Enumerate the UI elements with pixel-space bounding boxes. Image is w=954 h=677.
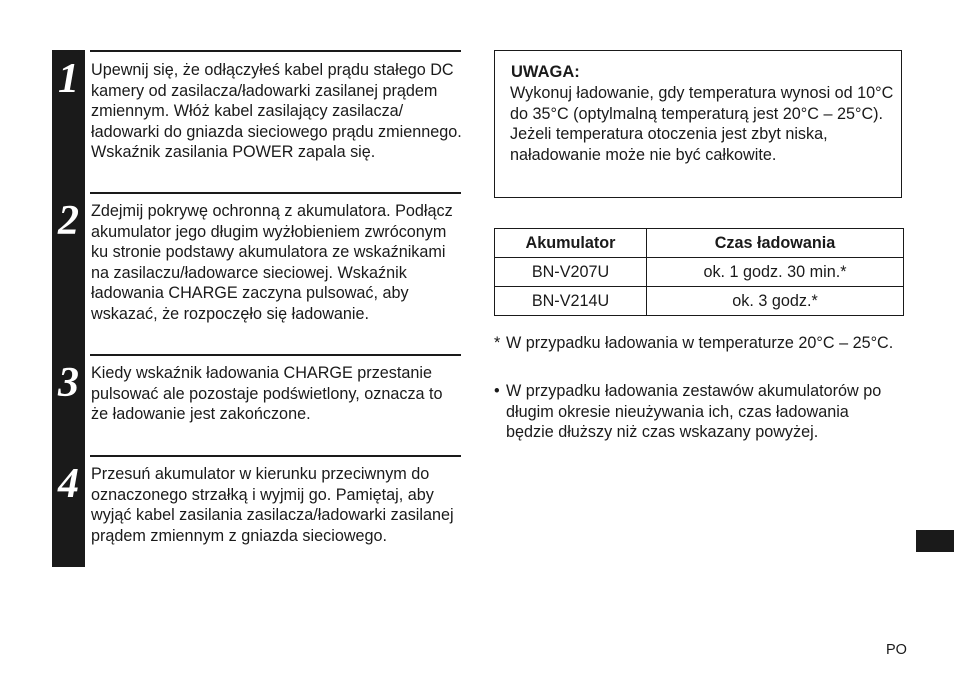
step-1-number: 1	[58, 56, 79, 102]
footnote-text: W przypadku ładowania w temperaturze 20°C – 25°C.	[506, 334, 894, 352]
note-text: Wykonuj ładowanie, gdy temperatura wynosi od 10°C do 35°C (optylmalną temperaturą jest 20°C – 25°C). Jeżeli temperatura otoczenia jest zbyt niska, naładowanie może nie być całkowite.	[510, 84, 894, 164]
step-4-divider	[90, 455, 461, 457]
section-tab-marker	[916, 530, 954, 552]
note-box	[494, 50, 902, 198]
step-3-number: 3	[58, 360, 79, 406]
step-3-text: Kiedy wskaźnik ładowania CHARGE przestanie pulsować ale pozostaje podświetlony, oznacza to że ładowanie jest zakończone.	[91, 364, 443, 423]
step-2-number: 2	[58, 198, 79, 244]
bullet-icon: •	[494, 382, 500, 400]
column-header-battery: Akumulator	[495, 229, 647, 258]
table-row	[495, 287, 904, 316]
step-4-text: Przesuń akumulator w kierunku przeciwnym do oznaczonego strzałką i wyjmij go. Pamiętaj, aby wyjąć kabel zasilania zasilacza/ładowarki zasilanej prądem zmiennym z gniazda sieciowego.	[91, 465, 454, 545]
step-1-divider	[90, 50, 461, 52]
footnote-temperature	[494, 333, 894, 354]
step-3-divider	[90, 354, 461, 356]
step-4-number: 4	[58, 461, 79, 507]
footnote-text: W przypadku ładowania zestawów akumulatorów po długim okresie nieużywania ich, czas ładowania będzie dłuższy niż czas wskazany powyżej.	[506, 382, 882, 441]
charging-time-table	[494, 228, 904, 316]
asterisk-mark: *	[494, 334, 501, 352]
table-row	[495, 258, 904, 287]
step-2-text: Zdejmij pokrywę ochronną z akumulatora. Podłącz akumulator jego długim wyżłobieniem zwróconym ku stronie podstawy akumulatora ze wskaźnikami na zasilaczu/ładowarce sieciowej. Wskaźnik ładowania CHARGE zaczyna pulsować, aby wskazać, że rozpoczęło się ładowanie.	[91, 202, 453, 323]
language-page-label: PO	[886, 642, 907, 658]
note-title: UWAGA:	[511, 63, 580, 81]
table-cell-battery: BN-V214U	[495, 287, 647, 316]
table-cell-charging-time: ok. 1 godz. 30 min.*	[647, 258, 904, 287]
step-1-text: Upewnij się, że odłączyłeś kabel prądu stałego DC kamery od zasilacza/ładowarki zasilanej prądem zmiennym. Włóż kabel zasilający zasilacza/ładowarki do gniazda sieciowego prądu zmiennego. Wskaźnik zasilania POWER zapala się.	[91, 61, 462, 161]
table-cell-charging-time: ok. 3 godz.*	[647, 287, 904, 316]
table-header-row	[495, 229, 904, 258]
table-cell-battery: BN-V207U	[495, 258, 647, 287]
step-2-divider	[90, 192, 461, 194]
footnote-unused-batteries	[494, 381, 894, 443]
column-header-charging-time: Czas ładowania	[647, 229, 904, 258]
